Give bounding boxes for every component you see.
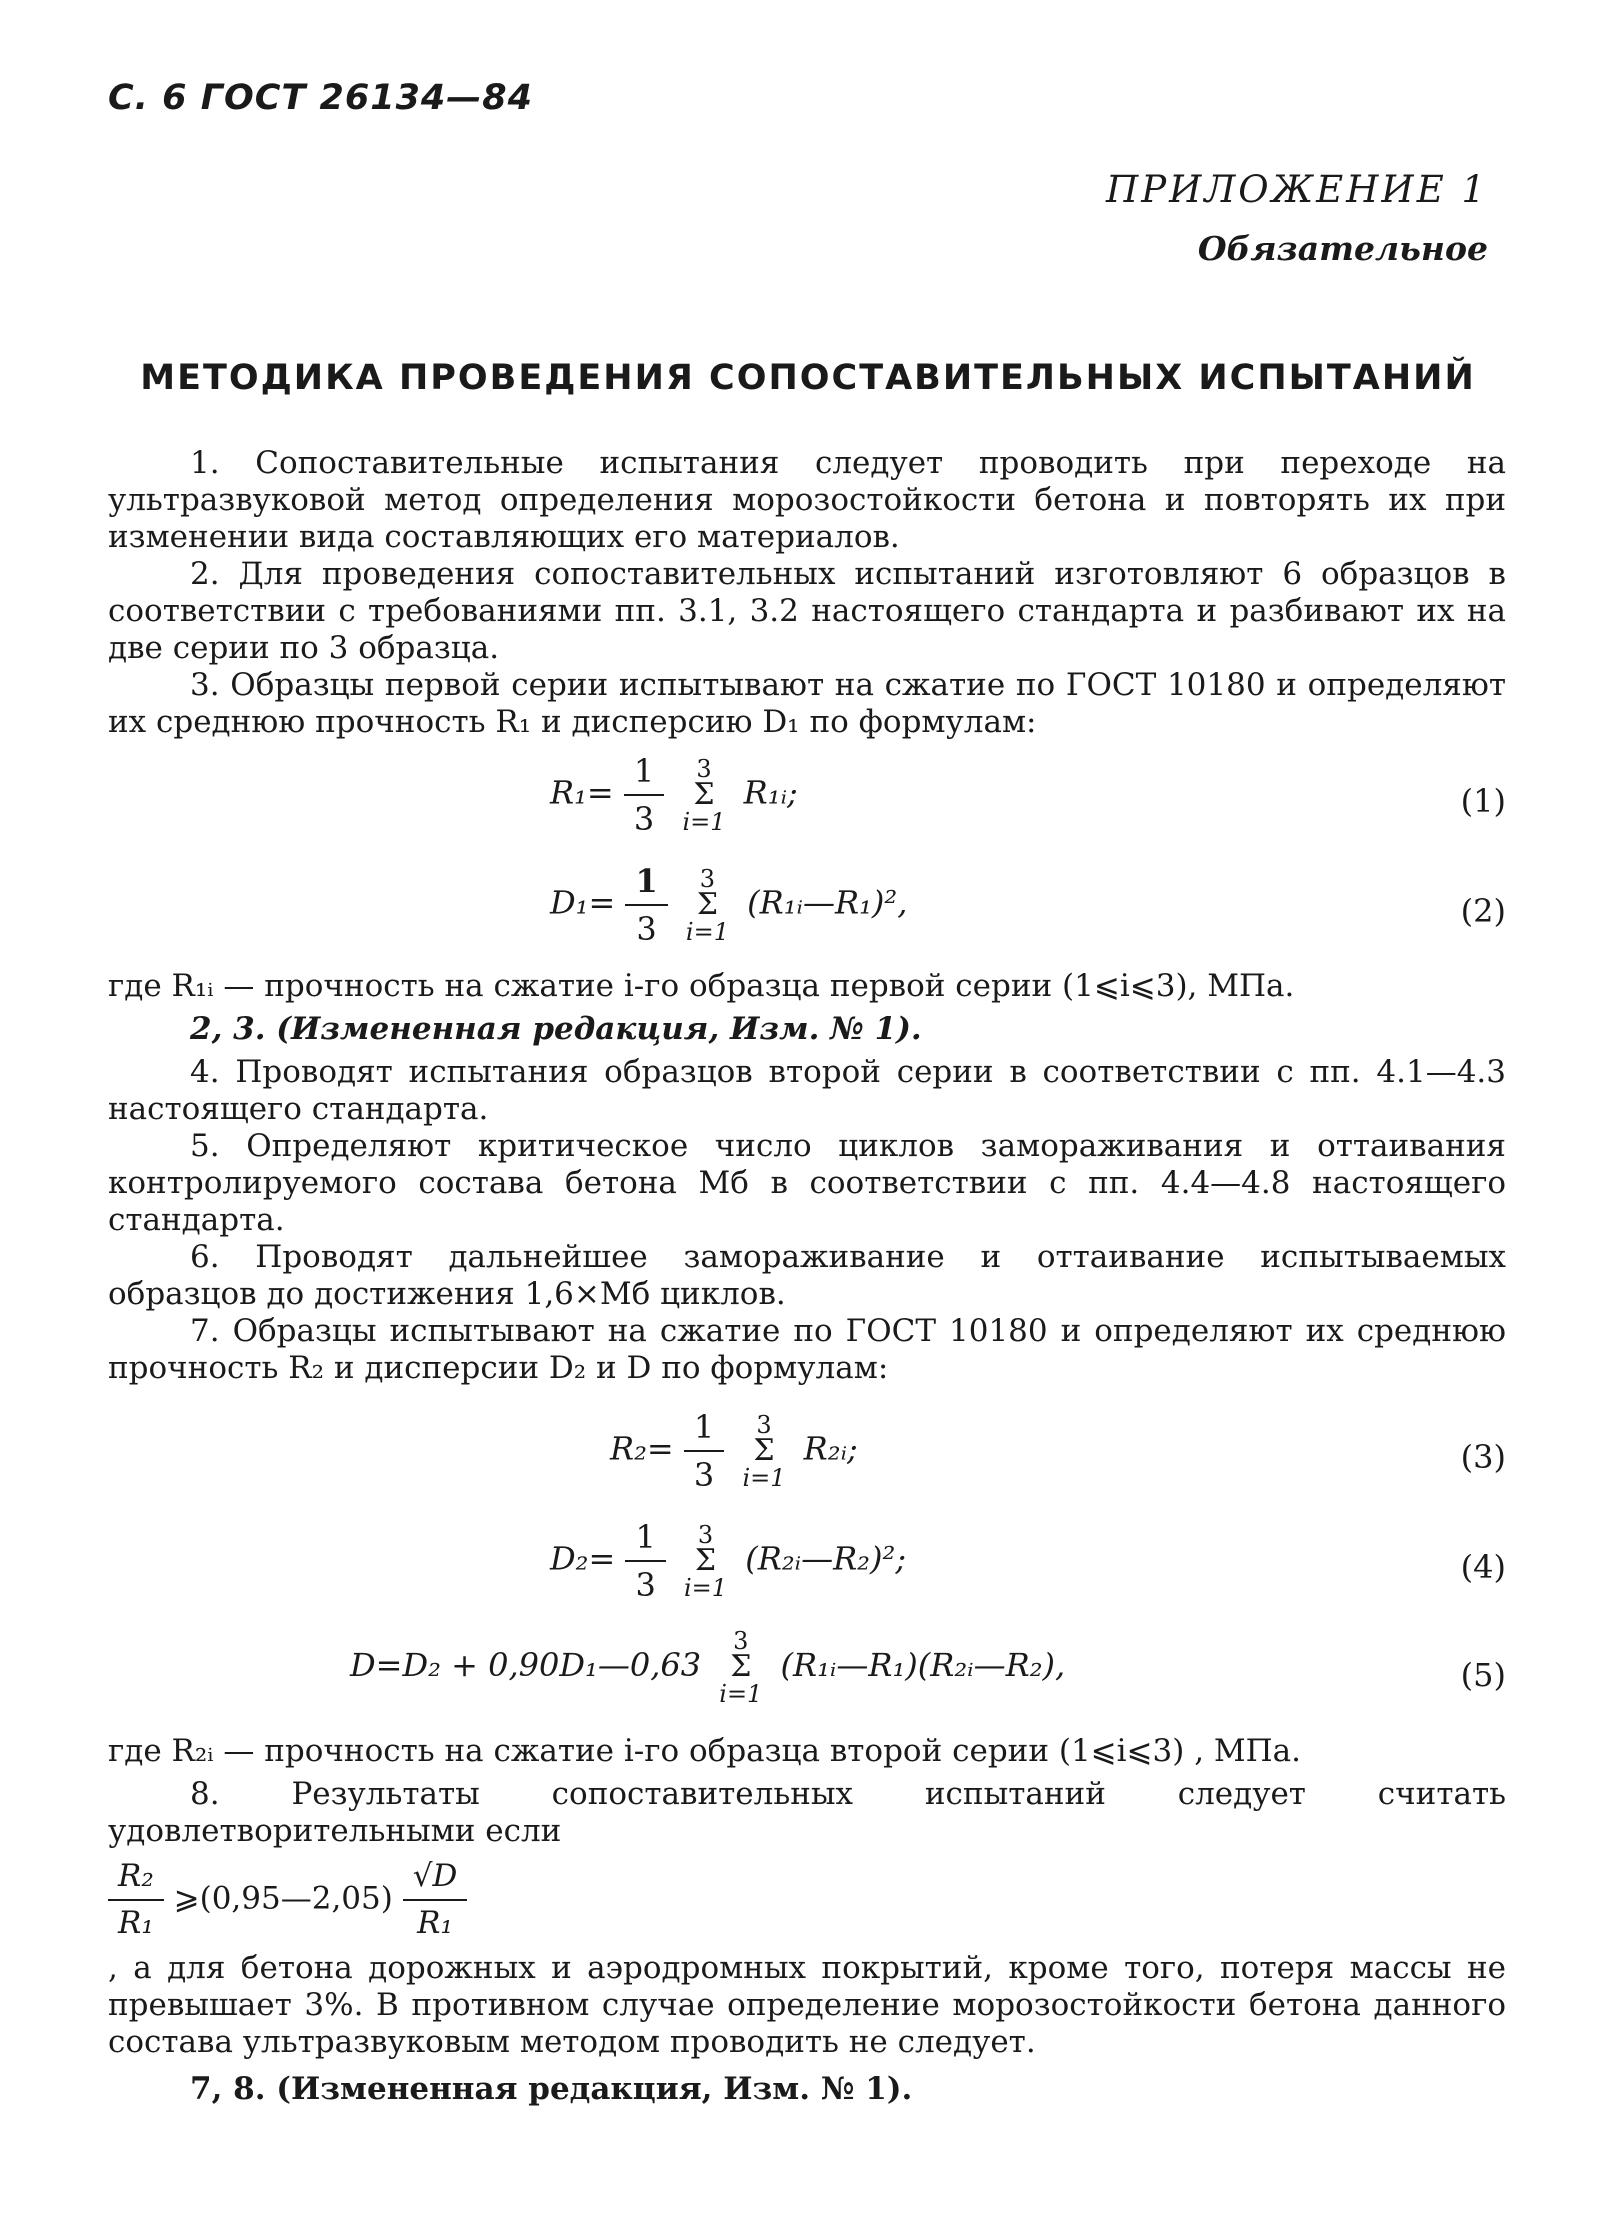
appendix-status: Обязательное bbox=[1197, 229, 1488, 268]
sum-operator: 3 Σ i=1 bbox=[682, 754, 726, 836]
formula-2: D₁= $\frac{1}{3}$ 3 Σ i=1 (R₁ᵢ—R₁)², bbox=[550, 862, 908, 948]
formula-8: $\frac{\text{R₂}}{\text{R₁}}$ ⩾(0,95—2,05) $\frac{√D}{\text{R₁}}$ bbox=[108, 1850, 1506, 1950]
formula-5: D=D₂ + 0,90D₁—0,63 3 Σ i=1 (R₁ᵢ—R₁)(R₂ᵢ—R₂), bbox=[350, 1627, 1066, 1708]
formula-1: R₁= $\frac{1}{3}$ 3 Σ i=1 R₁ᵢ; bbox=[550, 752, 798, 838]
sum-operator: 3 Σ i=1 bbox=[684, 1520, 728, 1602]
paragraph-5: 5. Определяют критическое число циклов замораживания и оттаивания контролируемого состава бетона Mб в соответствии с пп. 4.4—4.8 настоящего стандарта. bbox=[108, 1128, 1506, 1238]
paragraph-8-end: , а для бетона дорожных и аэродромных покрытий, кроме того, потеря массы не превышает 3%. В противном случае определение морозостойкости бетона данного состава ультразвуковым методом проводить не следует. bbox=[108, 1950, 1506, 2060]
formula-number-1: (1) bbox=[1460, 782, 1506, 820]
paragraph-7: 7. Образцы испытывают на сжатие по ГОСТ 10180 и определяют их среднюю прочность R₂ и дисперсии D₂ и D по формулам: bbox=[108, 1313, 1506, 1386]
paragraph-4: 4. Проводят испытания образцов второй серии в соответствии с пп. 4.1—4.3 настоящего стандарта. bbox=[108, 1054, 1506, 1127]
formula-number-4: (4) bbox=[1460, 1548, 1506, 1586]
formula-number-2: (2) bbox=[1460, 892, 1506, 930]
paragraph-6: 6. Проводят дальнейшее замораживание и оттаивание испытываемых образцов до достижения 1,6×Mб циклов. bbox=[108, 1239, 1506, 1312]
paragraph-8-start: 8. Результаты сопоставительных испытаний следует считать удовлетворительными если bbox=[108, 1776, 1506, 1849]
text-block-2 bbox=[108, 968, 1506, 1387]
section-title: МЕТОДИКА ПРОВЕДЕНИЯ СОПОСТАВИТЕЛЬНЫХ ИСПЫТАНИЙ bbox=[140, 358, 1476, 398]
paragraph-2: 2. Для проведения сопоставительных испытаний изготовляют 6 образцов в соответствии с требованиями пп. 3.1, 3.2 настоящего стандарта и разбивают их на две серии по 3 образца. bbox=[108, 556, 1506, 666]
appendix-block bbox=[1106, 168, 1488, 268]
sum-operator: 3 Σ i=1 bbox=[685, 864, 729, 946]
where-clause-1: где R₁ᵢ — прочность на сжатие i-го образца первой серии (1⩽i⩽3), МПа. bbox=[108, 968, 1295, 1004]
sum-operator: 3 Σ i=1 bbox=[719, 1627, 763, 1708]
amendment-note-1: 2, 3. (Измененная редакция, Изм. № 1). bbox=[190, 1011, 922, 1047]
text-block-3 bbox=[108, 1733, 1506, 2108]
paragraph-1: 1. Сопоставительные испытания следует проводить при переходе на ультразвуковой метод определения морозостойкости бетона и повторять их при изменении вида составляющих его материалов. bbox=[108, 445, 1506, 555]
formula-4: D₂= $\frac{1}{3}$ 3 Σ i=1 (R₂ᵢ—R₂)²; bbox=[550, 1518, 907, 1604]
text-block-1 bbox=[108, 445, 1506, 741]
amendment-note-2: 7, 8. (Измененная редакция, Изм. № 1). bbox=[190, 2071, 913, 2107]
formula-number-5: (5) bbox=[1460, 1656, 1506, 1694]
where-clause-2: где R₂ᵢ — прочность на сжатие i-го образца второй серии (1⩽i⩽3) , МПа. bbox=[108, 1733, 1302, 1769]
formula-number-3: (3) bbox=[1460, 1438, 1506, 1476]
paragraph-3: 3. Образцы первой серии испытывают на сжатие по ГОСТ 10180 и определяют их среднюю прочность R₁ и дисперсию D₁ по формулам: bbox=[108, 667, 1506, 740]
sum-operator: 3 Σ i=1 bbox=[742, 1410, 786, 1492]
appendix-label: ПРИЛОЖЕНИЕ 1 bbox=[1105, 168, 1488, 211]
page-header: С. 6 ГОСТ 26134—84 bbox=[108, 78, 533, 118]
formula-3: R₂= $\frac{1}{3}$ 3 Σ i=1 R₂ᵢ; bbox=[610, 1408, 858, 1494]
